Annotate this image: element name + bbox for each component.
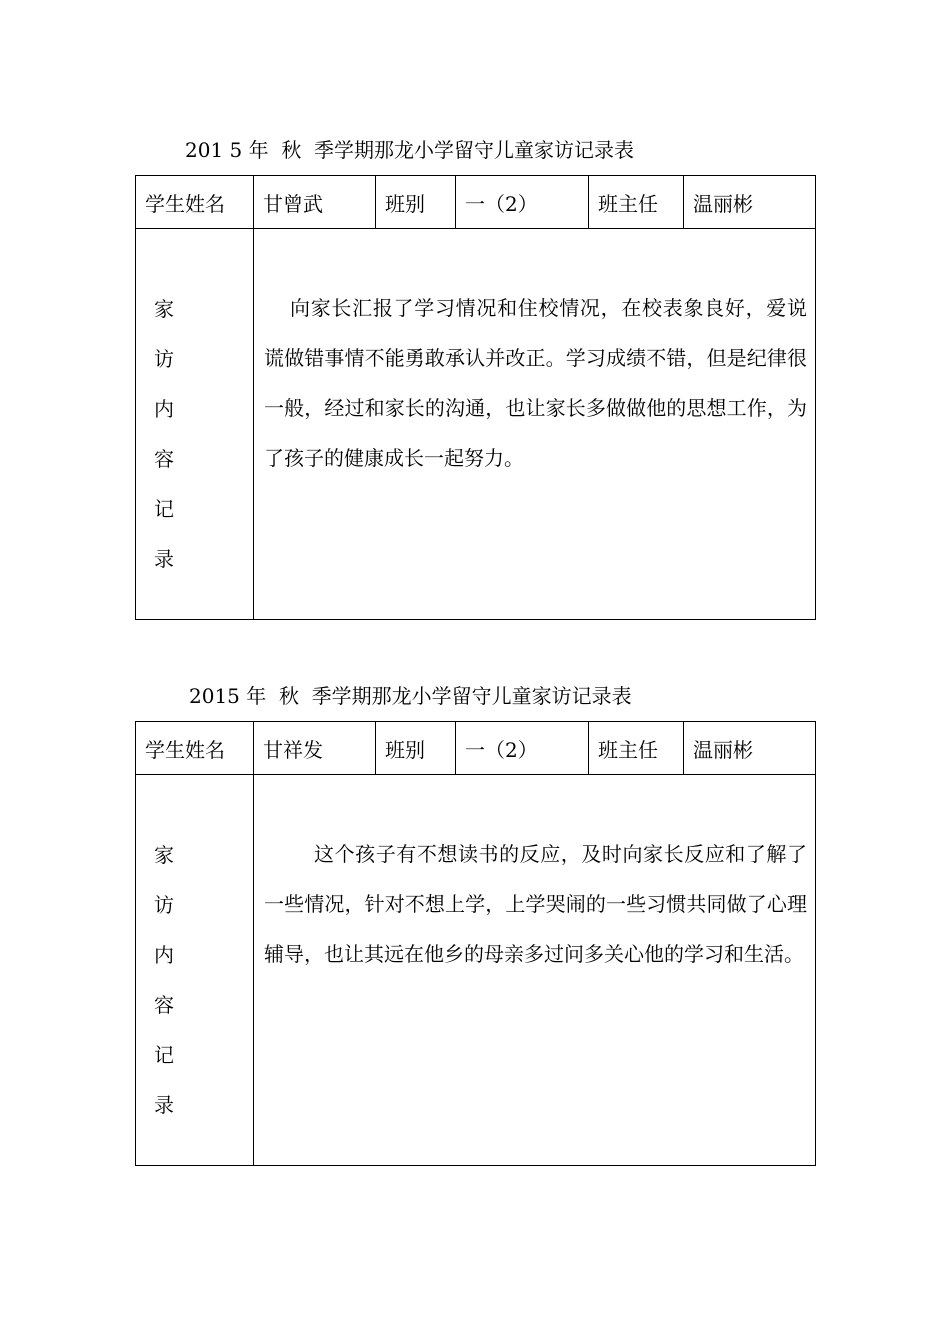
side-label-char: 访	[154, 347, 174, 371]
class-label: 班别	[376, 722, 456, 775]
visit-content-label	[136, 229, 254, 620]
class-label: 班别	[376, 176, 456, 229]
student-name-label: 学生姓名	[136, 176, 254, 229]
record-table	[135, 175, 816, 620]
class-value: 一（2）	[456, 176, 589, 229]
visit-content-label	[136, 775, 254, 1166]
student-name-value: 甘祥发	[254, 722, 376, 775]
side-label-char: 容	[154, 447, 174, 471]
side-label-char: 记	[154, 497, 174, 521]
side-label-char: 内	[154, 397, 174, 421]
record-header-row	[136, 176, 816, 229]
side-label-char: 访	[154, 893, 174, 917]
visit-content-text: 这个孩子有不想读书的反应，及时向家长反应和了解了一些情况，针对不想上学，上学哭闹的一些习惯共同做了心理辅导，也让其远在他乡的母亲多过问多关心他的学习和生活。	[264, 842, 807, 966]
record-content-row	[136, 775, 816, 1166]
record-table	[135, 721, 816, 1166]
side-label-char: 录	[154, 547, 174, 571]
student-name-value: 甘曾武	[254, 176, 376, 229]
record-title: 201 5 年 秋 季学期那龙小学留守儿童家访记录表	[185, 138, 635, 162]
record-content-row	[136, 229, 816, 620]
student-name-label: 学生姓名	[136, 722, 254, 775]
teacher-label: 班主任	[589, 176, 684, 229]
side-label-char: 内	[154, 943, 174, 967]
side-label-char: 家	[154, 297, 174, 321]
teacher-name-value: 温丽彬	[684, 176, 816, 229]
record-header-row	[136, 722, 816, 775]
visit-content-cell	[254, 775, 816, 1166]
teacher-label: 班主任	[589, 722, 684, 775]
side-label-char: 记	[154, 1043, 174, 1067]
side-label-char: 容	[154, 993, 174, 1017]
teacher-name-value: 温丽彬	[684, 722, 816, 775]
home-visit-record-1	[135, 135, 815, 620]
home-visit-record-2	[135, 681, 815, 1166]
side-label-char: 录	[154, 1093, 174, 1117]
side-label-char: 家	[154, 843, 174, 867]
visit-content-cell	[254, 229, 816, 620]
visit-content-text: 向家长汇报了学习情况和住校情况，在校表象良好，爱说谎做错事情不能勇敢承认并改正。学习成绩不错，但是纪律很一般，经过和家长的沟通，也让家长多做做他的思想工作，为了孩子的健康成长一起努力。	[264, 296, 807, 470]
record-title: 2015 年 秋 季学期那龙小学留守儿童家访记录表	[189, 684, 632, 708]
class-value: 一（2）	[456, 722, 589, 775]
